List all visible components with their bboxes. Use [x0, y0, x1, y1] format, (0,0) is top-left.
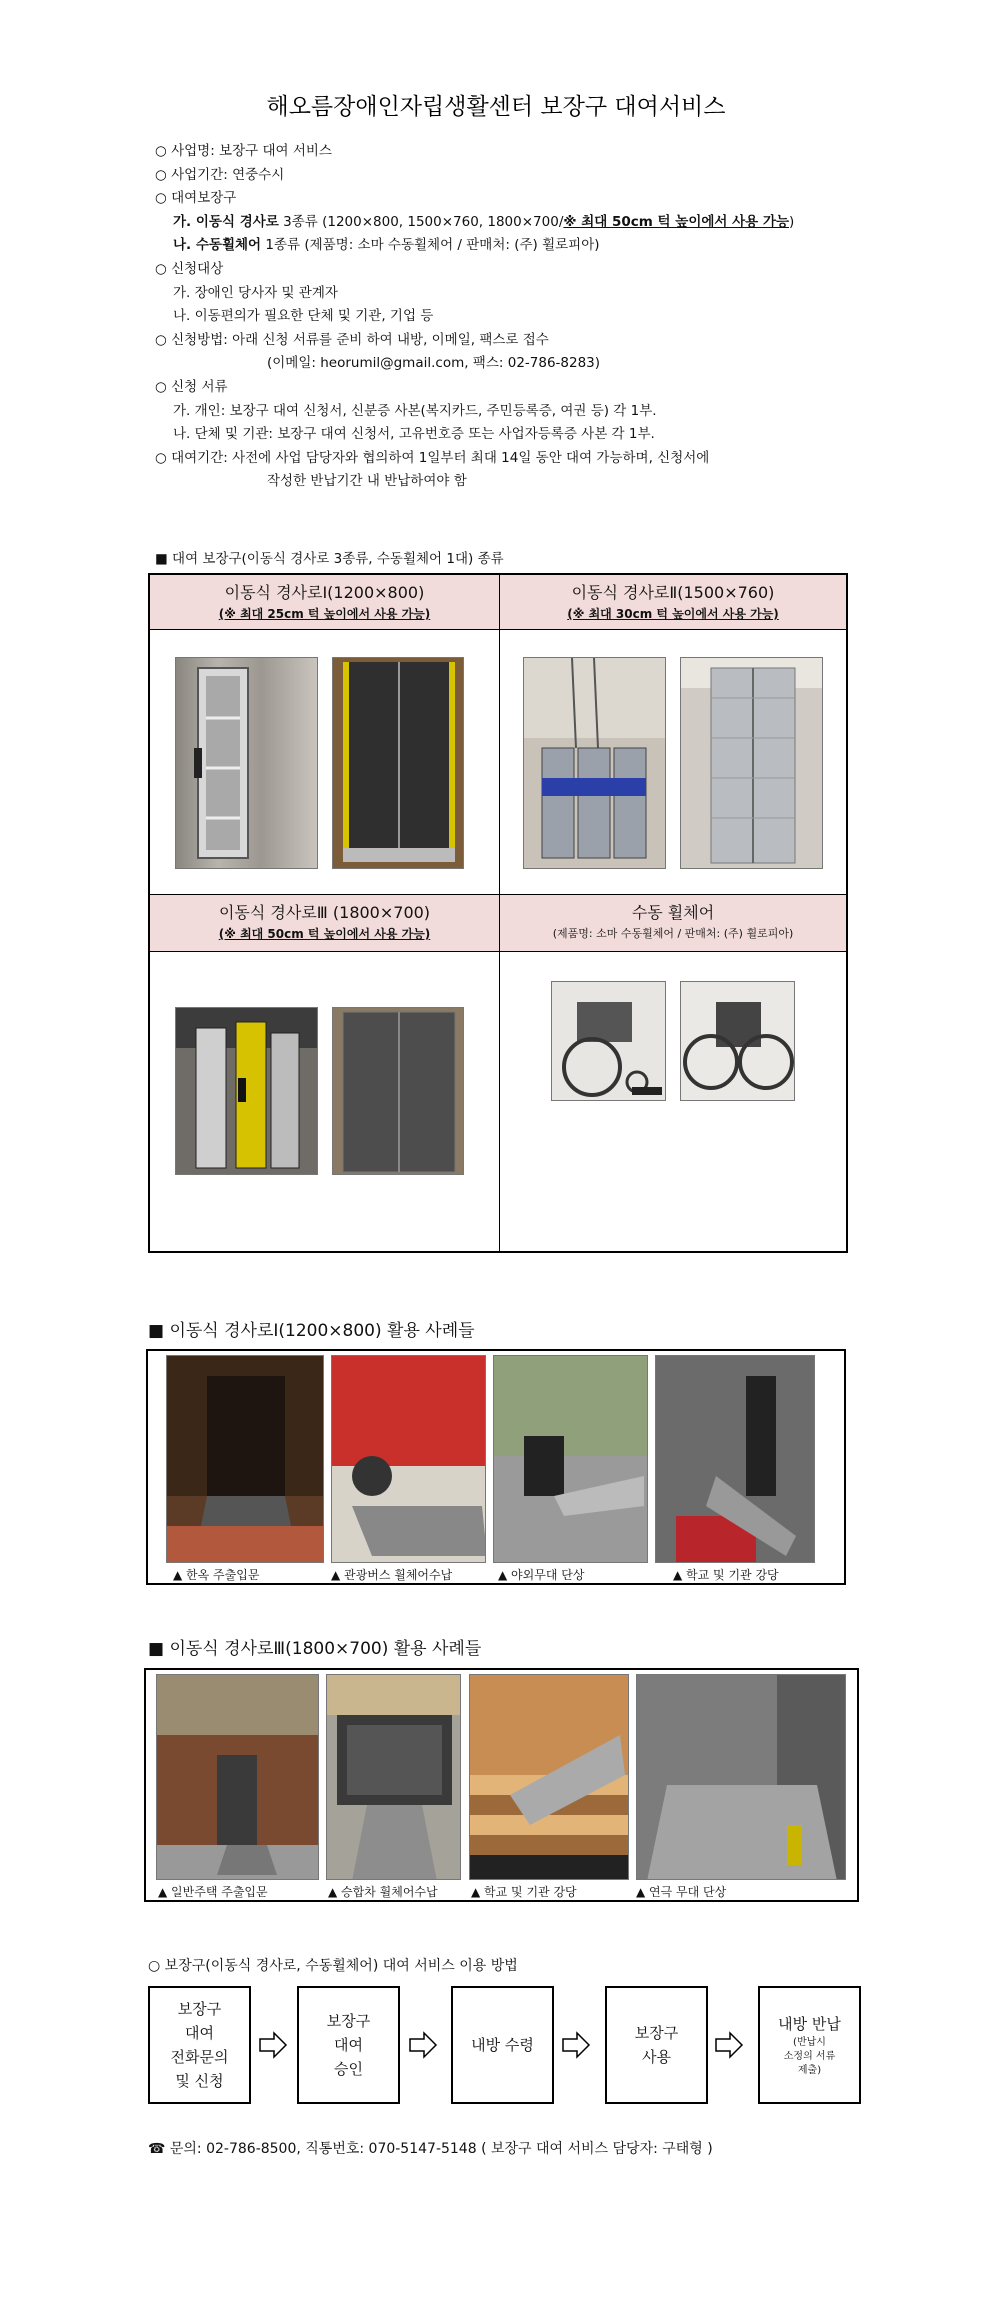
cases3-title: ■ 이동식 경사로Ⅲ(1800×700) 활용 사례들 — [148, 1639, 482, 1659]
info-line-wheelchair: 나. 수동휠체어 1종류 (제품명: 소마 수동휠체어 / 판매처: (주) 휠로피아) — [173, 237, 600, 254]
step-pickup: 내방 수령 — [451, 1986, 554, 2104]
case3-photo-house — [156, 1674, 319, 1880]
case3-photo-van — [326, 1674, 461, 1880]
info-line-ramp: 가. 이동식 경사로 3종류 (1200×800, 1500×760, 1800×700/※ 최대 50cm 턱 높이에서 사용 가능) — [173, 213, 795, 230]
case1-caption-4: ▲ 학교 및 기관 강당 — [673, 1568, 779, 1582]
info-line-target-b: 나. 이동편의가 필요한 단체 및 기관, 기업 등 — [173, 308, 434, 325]
flow-arrow-icon — [714, 2030, 744, 2060]
device-types-table — [148, 573, 848, 1253]
info-line-period: ○ 사업기간: 연중수시 — [155, 166, 285, 183]
case1-photo-hanok — [166, 1355, 324, 1563]
cases1-title: ■ 이동식 경사로Ⅰ(1200×800) 활용 사례들 — [148, 1321, 475, 1341]
step-approve: 보장구 대여 승인 — [297, 1986, 400, 2104]
ramp3-name: 이동식 경사로Ⅲ (1800×700) — [218, 903, 431, 922]
info-line-docs: ○ 신청 서류 — [155, 378, 228, 395]
page-title: 해오름장애인자립생활센터 보장구 대여서비스 — [266, 94, 726, 120]
flow-arrow-icon — [561, 2030, 591, 2060]
info-line-docs-a: 가. 개인: 보장구 대여 신청서, 신분증 사본(복지카드, 주민등록증, 여권 등) 각 1부. — [173, 402, 657, 419]
ramp2-photo-open — [680, 657, 823, 869]
step-return: 내방 반납 (반납시 소정의 서류 제출) — [758, 1986, 861, 2104]
wheelchair-name: 수동 휠체어 — [631, 903, 715, 922]
info-line-method: ○ 신청방법: 아래 신청 서류를 준비 하여 내방, 이메일, 팩스로 접수 — [155, 331, 549, 348]
ramp1-header — [150, 575, 499, 630]
flow-arrow-icon — [408, 2030, 438, 2060]
wheelchair-photo-back — [680, 981, 795, 1101]
ramp3-photo-folded — [175, 1007, 318, 1175]
service-info — [155, 140, 915, 494]
ramp2-name: 이동식 경사로Ⅱ(1500×760) — [571, 583, 775, 602]
info-line-name: ○ 사업명: 보장구 대여 서비스 — [155, 143, 332, 159]
ramp1-note: (※ 최대 25cm 턱 높이에서 사용 가능) — [218, 607, 431, 621]
info-line-rental-period: ○ 대여기간: 사전에 사업 담당자와 협의하여 1일부터 최대 14일 동안 대여 가능하며, 신청서에 — [155, 449, 710, 466]
ramp1-photo-open — [332, 657, 464, 869]
case1-photo-school — [655, 1355, 815, 1563]
case3-caption-2: ▲ 승합차 휠체어수납 — [328, 1885, 438, 1899]
contact-footer: ☎ 문의: 02-786-8500, 직통번호: 070-5147-5148 ( 보장구 대여 서비스 담당자: 구태형 ) — [148, 2141, 713, 2157]
info-line-target: ○ 신청대상 — [155, 260, 224, 277]
case3-caption-4: ▲ 연극 무대 단상 — [636, 1885, 727, 1899]
info-line-contact: (이메일: heorumil@gmail.com, 팩스: 02-786-8283) — [267, 355, 601, 372]
case3-caption-1: ▲ 일반주택 주출입문 — [158, 1885, 268, 1899]
case1-caption-3: ▲ 야외무대 단상 — [498, 1568, 585, 1582]
step-apply: 보장구 대여 전화문의 및 신청 — [148, 1986, 251, 2104]
ramp2-header — [500, 575, 846, 630]
case1-photo-bus — [331, 1355, 486, 1563]
case1-caption-1: ▲ 한옥 주출입문 — [173, 1568, 260, 1582]
cases3-box — [144, 1668, 859, 1902]
case3-photo-school — [469, 1674, 629, 1880]
ramp2-photo-folded — [523, 657, 666, 869]
info-line-devices: ○ 대여보장구 — [155, 190, 237, 207]
info-line-docs-b: 나. 단체 및 기관: 보장구 대여 신청서, 고유번호증 또는 사업자등록증 사본 각 1부. — [173, 426, 655, 443]
ramp3-header — [150, 895, 499, 952]
ramp2-note: (※ 최대 30cm 턱 높이에서 사용 가능) — [567, 607, 779, 621]
info-line-target-a: 가. 장애인 당사자 및 관계자 — [173, 284, 338, 301]
ramp1-name: 이동식 경사로Ⅰ(1200×800) — [224, 583, 425, 602]
process-title: ○ 보장구(이동식 경사로, 수동휠체어) 대여 서비스 이용 방법 — [148, 1958, 518, 1974]
ramp3-photo-open — [332, 1007, 464, 1175]
wheelchair-photo-side — [551, 981, 666, 1101]
ramp3-note: (※ 최대 50cm 턱 높이에서 사용 가능) — [218, 927, 431, 941]
flow-arrow-icon — [258, 2030, 288, 2060]
types-section-title: ■ 대여 보장구(이동식 경사로 3종류, 수동휠체어 1대) 종류 — [155, 551, 504, 567]
ramp1-photo-folded — [175, 657, 318, 869]
case3-caption-3: ▲ 학교 및 기관 강당 — [471, 1885, 577, 1899]
step-use: 보장구 사용 — [605, 1986, 708, 2104]
case1-caption-2: ▲ 관광버스 휠체어수납 — [331, 1568, 453, 1582]
cases1-box — [146, 1349, 846, 1585]
wheelchair-note: (제품명: 소마 수동휠체어 / 판매처: (주) 휠로피아) — [552, 927, 794, 940]
case1-photo-stage — [493, 1355, 648, 1563]
info-line-rental-period-cont: 작성한 반납기간 내 반납하여야 함 — [267, 473, 467, 490]
case3-photo-theater — [636, 1674, 846, 1880]
wheelchair-header — [500, 895, 846, 952]
